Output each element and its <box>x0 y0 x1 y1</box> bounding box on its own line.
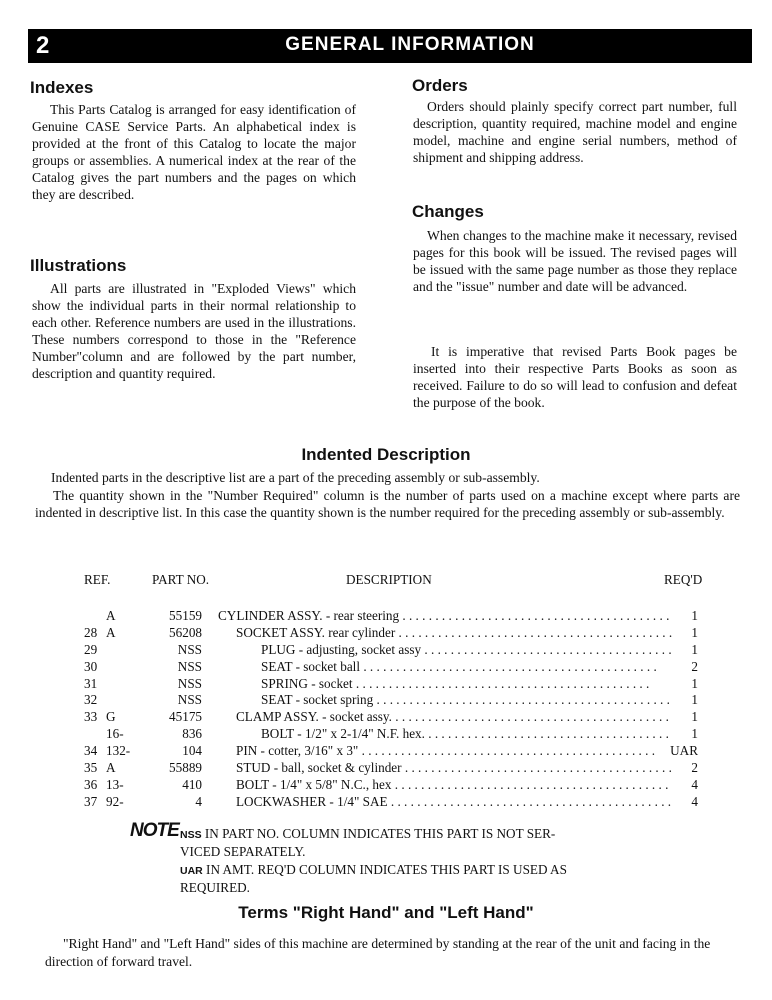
quantity-cell: UAR <box>670 743 698 759</box>
orders-text: Orders should plainly specify correct part number, full description, quantity required, machine model and engine model, machine and engine serial numbers, method of shipment and shipping address. <box>413 99 737 165</box>
table-row <box>84 794 704 811</box>
ref-cell: 28 <box>84 624 98 640</box>
nss-note-text: IN PART NO. COLUMN INDICATES THIS PART IS NOT SER- <box>204 826 556 841</box>
description-cell: STUD - ball, socket & cylinder . . . <box>236 760 672 776</box>
indented-description-heading: Indented Description <box>301 445 471 464</box>
table-row <box>84 760 704 777</box>
page-title: GENERAL INFORMATION <box>285 34 535 55</box>
part-number-cell: NSS <box>177 692 202 708</box>
illustrations-text: All parts are illustrated in "Exploded Views" which show the individual parts in their normal relationship to each other. Reference numbers are used in the illustrations. These numbers correspond to those in the "Reference Number"column and are followed by the part number, description and quantity required. <box>32 281 356 381</box>
description-cell: BOLT - 1/4" x 5/8" N.C., hex . . . <box>236 777 672 793</box>
parts-table-header <box>84 572 704 592</box>
table-row <box>84 659 704 676</box>
ref-cell: 33 <box>84 709 98 725</box>
description-cell: SEAT - socket ball . . . <box>261 659 672 675</box>
indented-description-text: Indented parts in the descriptive list are a part of the preceding assembly or sub-assembly. <box>51 470 540 485</box>
parts-table-body <box>84 608 704 811</box>
indexes-text: This Parts Catalog is arranged for easy identification of Genuine CASE Service Parts. An alphabetical index is provided at the front of this Catalog to locate the major groups or assemblies. A numerical index at the rear of the Catalog gives the part numbers and the pages on which they are described. <box>32 102 356 202</box>
quantity-cell: 4 <box>691 776 698 792</box>
table-row <box>84 608 704 625</box>
quantity-cell: 1 <box>691 726 698 742</box>
terms-heading: Terms "Right Hand" and "Left Hand" <box>238 903 534 922</box>
part-prefix-cell: 16- <box>106 726 124 742</box>
page-number: 2 <box>36 32 50 59</box>
ref-column-header: REF. <box>84 572 111 587</box>
changes-heading: Changes <box>412 202 484 221</box>
indexes-heading: Indexes <box>30 78 94 97</box>
quantity-cell: 2 <box>691 760 698 776</box>
ref-cell: 34 <box>84 743 98 759</box>
part-number-cell: 410 <box>182 776 202 792</box>
part-prefix-cell: A <box>106 760 116 776</box>
quantity-cell: 4 <box>691 793 698 809</box>
reqd-column-header: REQ'D <box>664 572 703 587</box>
part-number-cell: 56208 <box>169 624 202 640</box>
quantity-cell: 1 <box>691 641 698 657</box>
description-cell: BOLT - 1/2" x 2-1/4" N.F. hex. . . . <box>261 726 672 742</box>
description-cell: PIN - cotter, 3/16" x 3" . . . <box>236 743 672 759</box>
table-row <box>84 625 704 642</box>
illustrations-heading: Illustrations <box>30 256 127 275</box>
description-cell: CYLINDER ASSY. - rear steering . . . <box>218 608 672 624</box>
uar-note-text: IN AMT. REQ'D COLUMN INDICATES THIS PART IS USED AS <box>206 862 567 877</box>
ref-cell: 30 <box>84 658 98 674</box>
ref-cell: 32 <box>84 692 98 708</box>
part-no-column-header: PART NO. <box>152 572 210 587</box>
nss-abbr: NSS <box>180 829 202 841</box>
part-prefix-cell: G <box>106 709 116 725</box>
part-number-cell: NSS <box>177 658 202 674</box>
uar-note-line <box>180 861 567 881</box>
table-row <box>84 743 704 760</box>
ref-cell: 31 <box>84 675 98 691</box>
quantity-cell: 1 <box>691 709 698 725</box>
quantity-cell: 2 <box>691 658 698 674</box>
description-cell: SOCKET ASSY. rear cylinder . . . <box>236 625 672 641</box>
uar-note-text-2: REQUIRED. <box>180 880 250 895</box>
description-cell: SPRING - socket . . . <box>261 676 672 692</box>
description-column-header: DESCRIPTION <box>346 572 432 587</box>
table-row <box>84 642 704 659</box>
ref-cell: 29 <box>84 641 98 657</box>
changes-text-2: It is imperative that revised Parts Book pages be inserted into their respective Parts Books as soon as received. Failure to do so will lead to confusion and defeat the purpose of the book. <box>413 344 737 410</box>
table-row <box>84 726 704 743</box>
table-row <box>84 676 704 693</box>
nss-note-text-2: VICED SEPARATELY. <box>180 844 306 859</box>
part-number-cell: NSS <box>177 675 202 691</box>
part-prefix-cell: A <box>106 624 116 640</box>
part-number-cell: 104 <box>182 743 202 759</box>
quantity-cell: 1 <box>691 692 698 708</box>
quantity-cell: 1 <box>691 675 698 691</box>
orders-heading: Orders <box>412 76 468 95</box>
description-cell: SEAT - socket spring . . . <box>261 692 672 708</box>
part-prefix-cell: 92- <box>106 793 124 809</box>
terms-text: "Right Hand" and "Left Hand" sides of this machine are determined by standing at the rear of the unit and facing in the direction of forward travel. <box>45 936 711 969</box>
table-row <box>84 692 704 709</box>
note-label: NOTE <box>130 820 179 841</box>
quantity-cell: 1 <box>691 624 698 640</box>
part-number-cell: 836 <box>182 726 202 742</box>
description-cell: LOCKWASHER - 1/4" SAE . . . <box>236 794 672 810</box>
part-number-cell: 45175 <box>169 709 202 725</box>
part-number-cell: NSS <box>177 641 202 657</box>
part-number-cell: 4 <box>195 793 202 809</box>
ref-cell: 35 <box>84 760 98 776</box>
changes-text: When changes to the machine make it necessary, revised pages for this book will be issued. The revised pages will be issued with the same page number as those they replace and the "issue" number and date will be advanced. <box>413 228 737 294</box>
part-prefix-cell: 132- <box>106 743 131 759</box>
page-header-bar <box>28 29 752 63</box>
ref-cell: 36 <box>84 776 98 792</box>
part-number-cell: 55159 <box>169 608 202 623</box>
table-row <box>84 709 704 726</box>
quantity-cell: 1 <box>691 608 698 623</box>
nss-note-line <box>180 825 555 845</box>
description-cell: PLUG - adjusting, socket assy . . . <box>261 642 672 658</box>
ref-cell: 37 <box>84 793 98 809</box>
part-number-cell: 55889 <box>169 760 202 776</box>
quantity-description-text: The quantity shown in the "Number Required" column is the number of parts used on a machine except where parts are indented in descriptive list. In this case the quantity shown is the number required for the preceding assembly or sub-assembly. <box>35 488 740 520</box>
table-row <box>84 777 704 794</box>
part-prefix-cell: 13- <box>106 776 124 792</box>
part-prefix-cell: A <box>106 608 116 623</box>
uar-abbr: UAR <box>180 865 203 877</box>
description-cell: CLAMP ASSY. - socket assy. . . . <box>236 709 672 725</box>
parts-table <box>84 572 704 811</box>
